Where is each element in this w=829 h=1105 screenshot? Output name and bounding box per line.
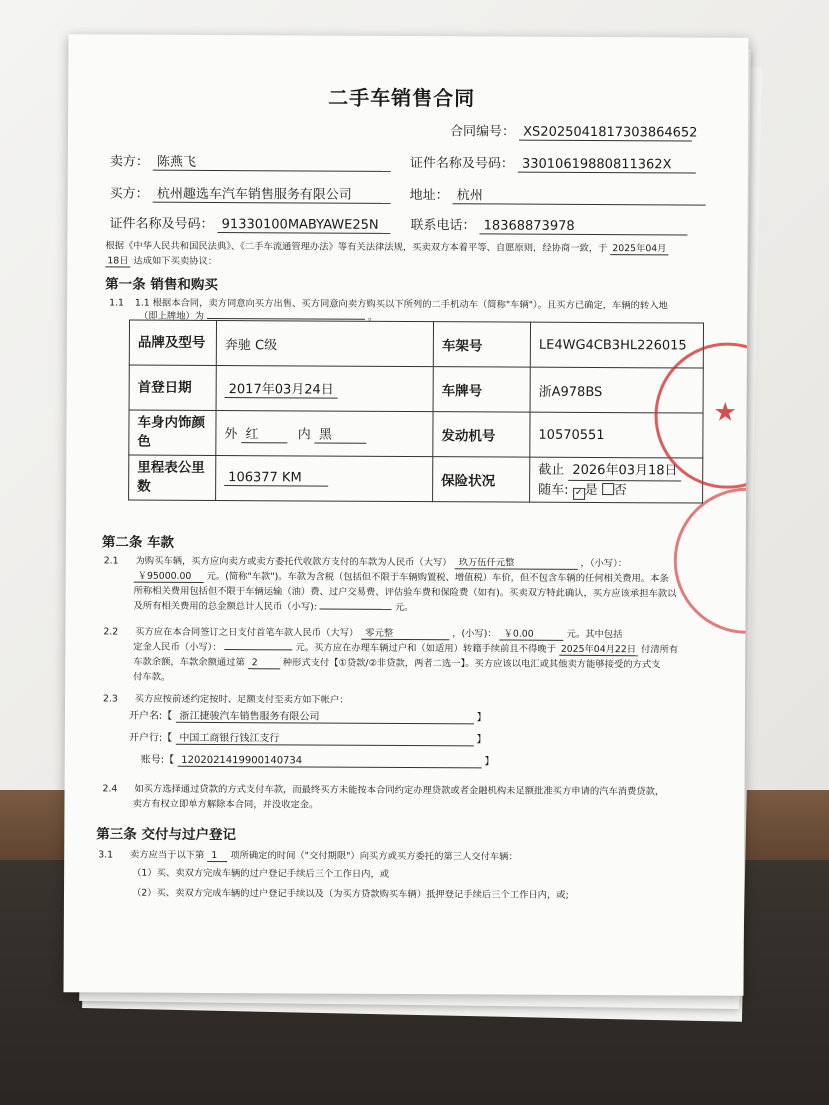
address-row — [410, 184, 706, 206]
down-payment-words: 零元整 — [361, 625, 449, 640]
account-number-row: 账号:【 1202021419900140734 】 — [140, 754, 495, 768]
seller-name: 陈燕飞 — [153, 151, 391, 172]
phone-label: 联系电话： — [410, 218, 476, 234]
seal-star-icon: ★ — [713, 397, 737, 428]
delivery-option: 1 — [207, 850, 227, 862]
article-2-3: 2.3 买方应按前述约定按时、足额支付至卖方如下帐户： — [103, 693, 349, 706]
buyer-label: 买方： — [109, 186, 149, 202]
price-in-words: 玖万伍仟元整 — [455, 554, 578, 570]
mileage-label: 里程表公里数 — [129, 455, 216, 500]
article-2-2-line-4: 付车款。 — [133, 671, 171, 683]
engine-label: 发动机号 — [433, 412, 530, 458]
seller-row — [110, 150, 391, 171]
seller-id-row — [410, 152, 696, 173]
seller-label: 卖方： — [109, 154, 149, 170]
contract-title: 二手车销售合同 — [328, 85, 476, 111]
contract-number-row — [449, 120, 698, 141]
brand-label: 品牌及型号 — [129, 320, 216, 365]
account-name: 浙江捷骏汽车销售服务有限公司 — [175, 707, 473, 725]
address: 杭州 — [453, 184, 706, 205]
contract-number: XS2025041817303864652 — [519, 125, 692, 142]
price-amount: ￥95000.00 — [134, 568, 204, 583]
article-2-1-line-1: 2.1 为购买车辆，买方应向卖方或卖方委托代收款方支付的车款为人民币（大写） 玖万伍仟元整 ，（小写）： — [103, 555, 628, 570]
article-3-1: 3.1 卖方应当于以下第 1 项所确定的时间（"交付期限"）向买方或买方委托的第三人交付车辆： — [98, 849, 518, 863]
table-row — [129, 365, 703, 413]
insurance-label: 保险状况 — [433, 457, 530, 503]
brand-value: 奔驰 C级 — [216, 321, 433, 367]
color-label: 车身内饰颜色 — [129, 410, 216, 455]
intro-date-a: 2025年04月 — [610, 240, 668, 255]
plate-label: 车牌号 — [433, 367, 530, 413]
article-2-1-line-2: ￥95000.00 元。(简称"车款")。车款为含税（包括但不限于车辆购置税、增值税）车价，但不包含车辆的任何相关费用。本条 — [134, 568, 669, 586]
plate-value: 浙A978BS — [530, 367, 703, 413]
account-name-row: 开户名:【 浙江捷骏汽车销售服务有限公司 】 — [129, 707, 487, 725]
article-2-4-line-1: 2.4 如买方选择通过贷款的方式支付车款，而最终买方未能按本合同约定办理贷款或者金融机构未足额批准买方申请的汽车消费贷款， — [102, 783, 665, 798]
buyer-id-label: 证件名称及号码： — [109, 216, 214, 232]
address-label: 地址： — [409, 188, 449, 204]
yes-checkbox: ✓ — [573, 487, 585, 499]
intro-line-2: 18日 达成如下买卖协议： — [105, 252, 217, 268]
intro-date-b: 18日 — [105, 252, 130, 267]
article-2-title: 第二条 车款 — [101, 534, 175, 551]
article-2-2-line-2: 定金人民币（小写）： 元。买方应在办理车辆过户和（如适用）转籍手续前且不得晚于 2025年04月22日 付清所有 — [133, 641, 679, 656]
account-bank: 中国工商银行钱江支行 — [175, 729, 473, 747]
article-3-1-option-1: （1）买、卖双方完成车辆的过户登记手续后三个工作日内，或 — [132, 867, 390, 880]
total-amount — [320, 609, 392, 610]
article-2-1-line-3: 所称相关费用包括但不限于车辆运输（油）费、过户交易费、评估验车费和保险费（如有)。买卖双方特此确认，买方应该承担车款以 — [133, 585, 677, 600]
buyer-name: 杭州趣选车汽车销售服务有限公司 — [153, 183, 391, 204]
contract-page — [63, 34, 748, 996]
exterior-color: 红 — [242, 423, 288, 443]
article-1-title: 第一条 销售和购买 — [105, 276, 218, 294]
phone-row — [410, 214, 687, 235]
interior-color: 黑 — [315, 424, 367, 444]
article-2-1-line-4: 及所有相关费用的总金额总计人民币（小写): 元。 — [133, 600, 414, 614]
article-2-2-line-1: 2.2 买方应在本合同签订之日支付首笔车款人民币（大写） 零元整 ，(小写)： ￥0.00 元。其中包括 — [103, 626, 623, 641]
frame-label: 车架号 — [433, 322, 530, 368]
regdate-label: 首登日期 — [129, 365, 216, 410]
engine-value: 10570551 — [530, 412, 703, 458]
article-3-1-option-2: （2）买、卖双方完成车辆的过户登记手续以及（为买方贷款购买车辆）抵押登记手续后三个工作日内，或; — [131, 887, 569, 901]
article-2-2-line-3: 车款余额，车款余额通过第 2 种形式支付【①贷款/②非贷款，两者二选一】。买方应该以电汇或其他卖方能够接受的方式支 — [133, 656, 661, 671]
frame-value: LE4WG4CB3HL226015 — [530, 322, 703, 368]
regdate-value: 2017年03月24日 — [225, 378, 338, 399]
down-payment-amount: ￥0.00 — [500, 625, 564, 640]
contract-number-label: 合同编号： — [449, 124, 516, 140]
article-1-1-cont: （即上牌地）为 。 — [139, 310, 378, 323]
article-3-title: 第三条 交付与过户登记 — [96, 826, 237, 844]
seller-id: 33010619880811362X — [518, 157, 696, 174]
payment-method: 2 — [248, 657, 280, 669]
mileage-value: 106377 KM — [224, 470, 328, 487]
account-bank-row: 开户行:【 中国工商银行钱江支行 】 — [129, 729, 487, 747]
table-row — [129, 455, 703, 503]
vehicle-table — [128, 320, 704, 504]
intro-line-1: 根据《中华人民共和国民法典》、《二手车流通管理办法》等有关法律法规，买卖双方本着平等、自愿原则，经协商一致，于 2025年04月 — [105, 237, 668, 255]
no-checkbox — [602, 483, 614, 495]
insurance-value: 截止 2026年03月18日 随车: ✓ 是 否 — [530, 457, 703, 503]
payment-deadline: 2025年04月22日 — [559, 641, 638, 656]
buyer-id: 91330100MABYAWE25N — [218, 217, 391, 234]
article-2-4-line-2: 卖方有权立即单方解除本合同，并没收定金。 — [132, 798, 319, 811]
deposit-amount — [225, 649, 293, 650]
article-1-1: 1.1 1.1 根据本合同，卖方同意向买方出售、买方同意向卖方购买以下所列的二手机动车（简称"车辆"）。且买方已确定，车辆的转入地 — [109, 297, 668, 312]
table-row — [129, 410, 703, 458]
buyer-row — [110, 182, 391, 203]
insurance-until: 2026年03月18日 — [568, 460, 681, 481]
table-row — [129, 320, 703, 368]
color-value: 外 红 内 黑 — [216, 411, 433, 457]
account-number: 1202021419900140734 — [177, 755, 481, 769]
seller-id-label: 证件名称及号码： — [409, 156, 514, 172]
phone: 18368873978 — [480, 218, 688, 235]
company-seal-stamp-partial — [673, 487, 748, 634]
buyer-id-row — [109, 212, 390, 233]
